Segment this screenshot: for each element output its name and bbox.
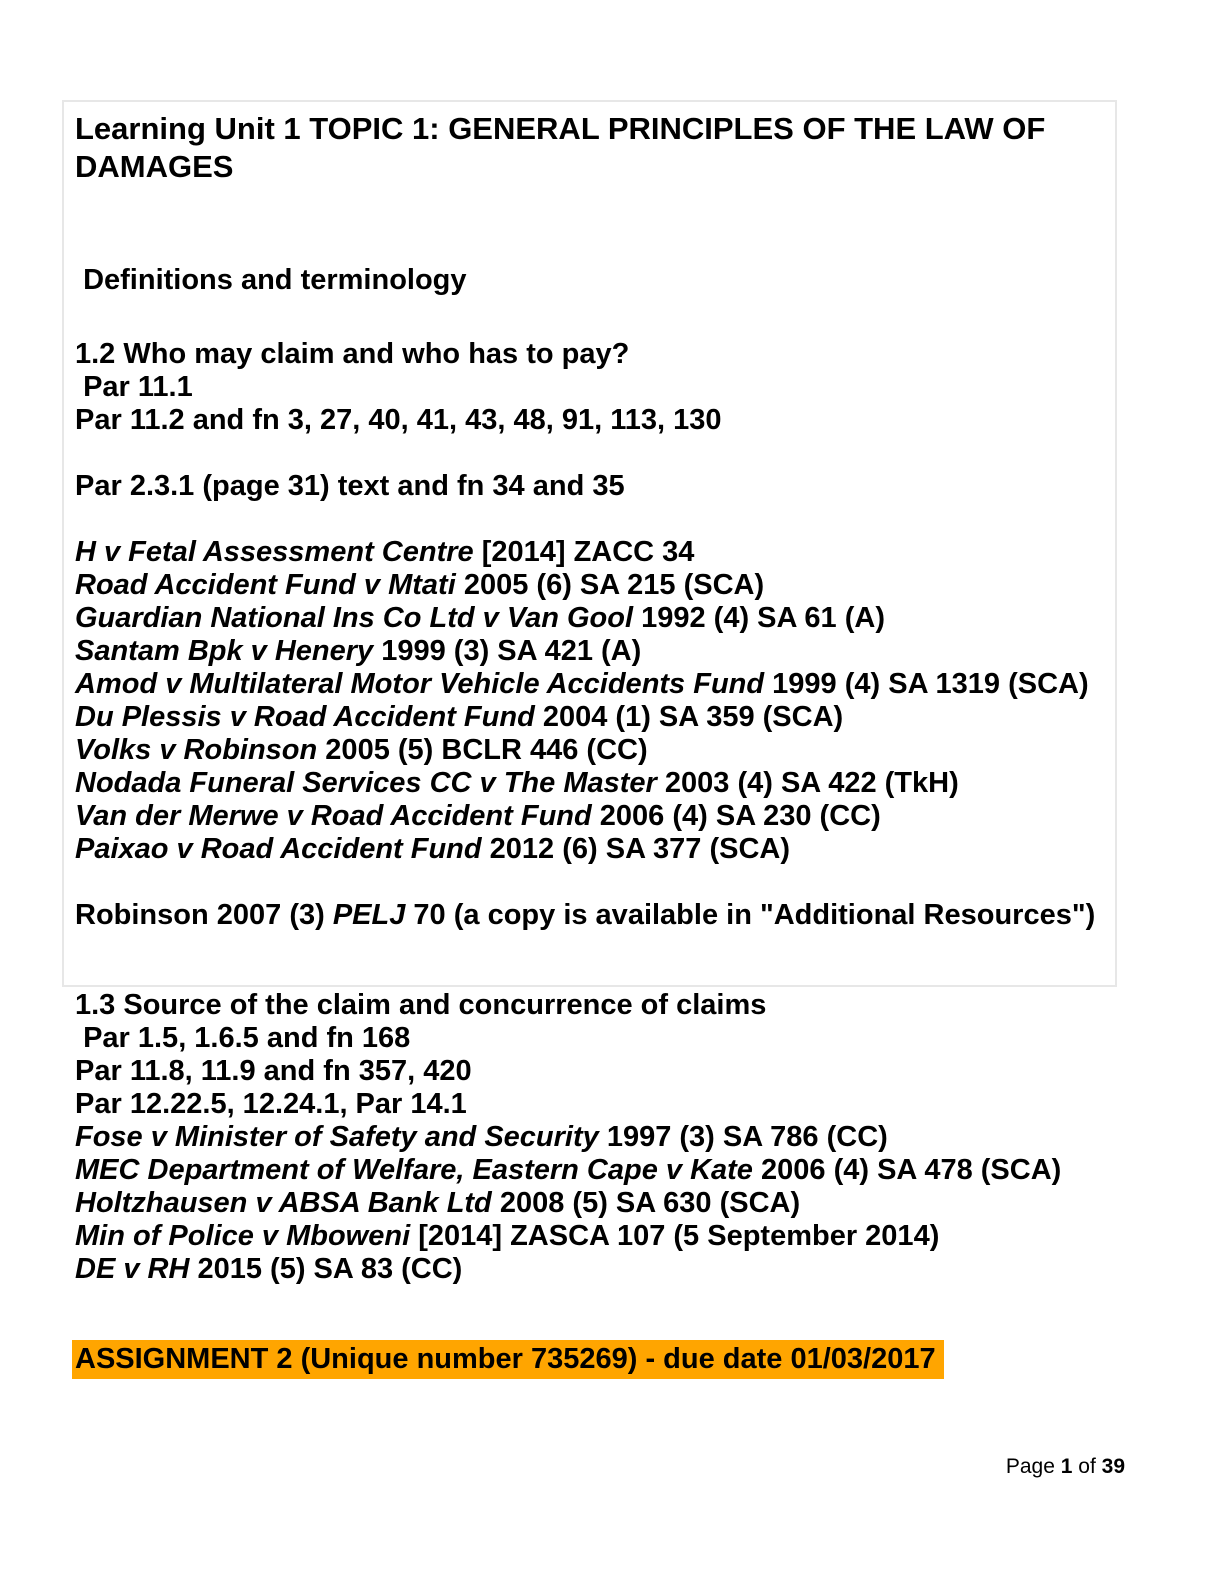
journal-name: PELJ — [332, 899, 406, 931]
case-citation — [75, 569, 1103, 602]
case-name: MEC Department of Welfare, Eastern Cape v Kate — [75, 1154, 753, 1186]
journal-note — [75, 899, 1103, 932]
paragraph-reference: Par 11.8, 11.9 and fn 357, 420 — [75, 1055, 472, 1087]
case-name: Min of Police v Mboweni — [75, 1220, 411, 1252]
case-citation — [75, 1220, 1117, 1253]
case-name: Nodada Funeral Services CC v The Master — [75, 767, 657, 799]
blank-line — [75, 219, 1103, 252]
footer-of-word: of — [1072, 1455, 1102, 1478]
case-reference: 2004 (1) SA 359 (SCA) — [534, 701, 844, 733]
document-content — [62, 100, 1117, 1376]
case-name: Santam Bpk v Henery — [75, 635, 374, 667]
case-reference: 1999 (4) SA 1319 (SCA) — [764, 668, 1089, 700]
blank-line — [75, 866, 1103, 899]
case-name: Amod v Multilateral Motor Vehicle Accidents Fund — [75, 668, 765, 700]
case-citation — [75, 767, 1103, 800]
paragraph-reference: Par 12.22.5, 12.24.1, Par 14.1 — [75, 1088, 467, 1120]
case-citation — [75, 1154, 1117, 1187]
case-citation — [75, 635, 1103, 668]
case-citation — [75, 1121, 1117, 1154]
case-reference: 2008 (5) SA 630 (SCA) — [491, 1187, 801, 1219]
case-citation — [75, 536, 1103, 569]
case-reference: 1992 (4) SA 61 (A) — [633, 602, 885, 634]
case-name: Du Plessis v Road Accident Fund — [75, 701, 535, 733]
blank-line — [75, 297, 1103, 330]
case-reference: 2012 (6) SA 377 (SCA) — [481, 833, 790, 865]
blank-line — [75, 932, 1103, 965]
footer-page-word: Page — [1005, 1455, 1061, 1478]
case-reference: 2006 (4) SA 230 (CC) — [591, 800, 881, 832]
case-citation — [75, 1187, 1117, 1220]
note-pre: Robinson 2007 (3) — [75, 899, 333, 931]
case-name: Road Accident Fund v Mtati — [75, 569, 456, 601]
case-citation — [75, 833, 1103, 866]
case-citation — [75, 668, 1103, 701]
footer-page-number: 1 — [1060, 1455, 1073, 1478]
note-post: 70 (a copy is available in "Additional Resources") — [405, 899, 1096, 931]
case-name: Holtzhausen v ABSA Bank Ltd — [75, 1187, 492, 1219]
case-reference: 2005 (5) BCLR 446 (CC) — [317, 734, 648, 766]
section-1-3 — [62, 987, 1117, 1376]
case-name: Guardian National Ins Co Ltd v Van Gool — [75, 602, 634, 634]
section-heading-1-2: 1.2 Who may claim and who has to pay? — [75, 338, 630, 370]
assignment-notice — [75, 1343, 1117, 1376]
case-reference: 2005 (6) SA 215 (SCA) — [455, 569, 765, 601]
case-reference: 2015 (5) SA 83 (CC) — [189, 1253, 463, 1285]
case-reference: [2014] ZACC 34 — [473, 536, 695, 568]
case-name: Volks v Robinson — [75, 734, 318, 766]
paragraph-reference: Par 11.1 — [75, 371, 193, 403]
footer-total-pages: 39 — [1101, 1455, 1125, 1478]
case-reference: 2003 (4) SA 422 (TkH) — [656, 767, 959, 799]
section-heading-1-3: 1.3 Source of the claim and concurrence of claims — [75, 989, 767, 1021]
assignment-highlight: ASSIGNMENT 2 (Unique number 735269) - due date 01/03/2017 — [72, 1340, 944, 1379]
blank-line — [75, 186, 1103, 219]
paragraph-reference: Par 2.3.1 (page 31) text and fn 34 and 35 — [75, 470, 625, 502]
case-reference: [2014] ZASCA 107 (5 September 2014) — [410, 1220, 940, 1252]
case-reference: 2006 (4) SA 478 (SCA) — [752, 1154, 1062, 1186]
case-citation — [75, 701, 1103, 734]
case-citation — [75, 800, 1103, 833]
blank-line — [75, 503, 1103, 536]
case-name: DE v RH — [75, 1253, 190, 1285]
case-citation — [75, 1253, 1117, 1286]
page-footer — [1006, 1452, 1125, 1482]
paragraph-reference: Par 1.5, 1.6.5 and fn 168 — [75, 1022, 411, 1054]
subtitle-definitions: Definitions and terminology — [75, 264, 467, 296]
case-citation — [75, 734, 1103, 767]
case-name: Fose v Minister of Safety and Security — [75, 1121, 599, 1153]
blank-line — [75, 1286, 1117, 1319]
case-name: Paixao v Road Accident Fund — [75, 833, 482, 865]
case-reference: 1997 (3) SA 786 (CC) — [598, 1121, 888, 1153]
unit-title: Learning Unit 1 TOPIC 1: GENERAL PRINCIPLES OF THE LAW OF DAMAGES — [75, 111, 1054, 184]
paragraph-reference: Par 11.2 and fn 3, 27, 40, 41, 43, 48, 91, 113, 130 — [75, 404, 722, 436]
case-name: H v Fetal Assessment Centre — [75, 536, 474, 568]
blank-line — [75, 437, 1103, 470]
content-box — [62, 100, 1117, 987]
blank-line — [75, 965, 1103, 985]
case-citation — [75, 602, 1103, 635]
case-name: Van der Merwe v Road Accident Fund — [75, 800, 592, 832]
case-reference: 1999 (3) SA 421 (A) — [373, 635, 642, 667]
